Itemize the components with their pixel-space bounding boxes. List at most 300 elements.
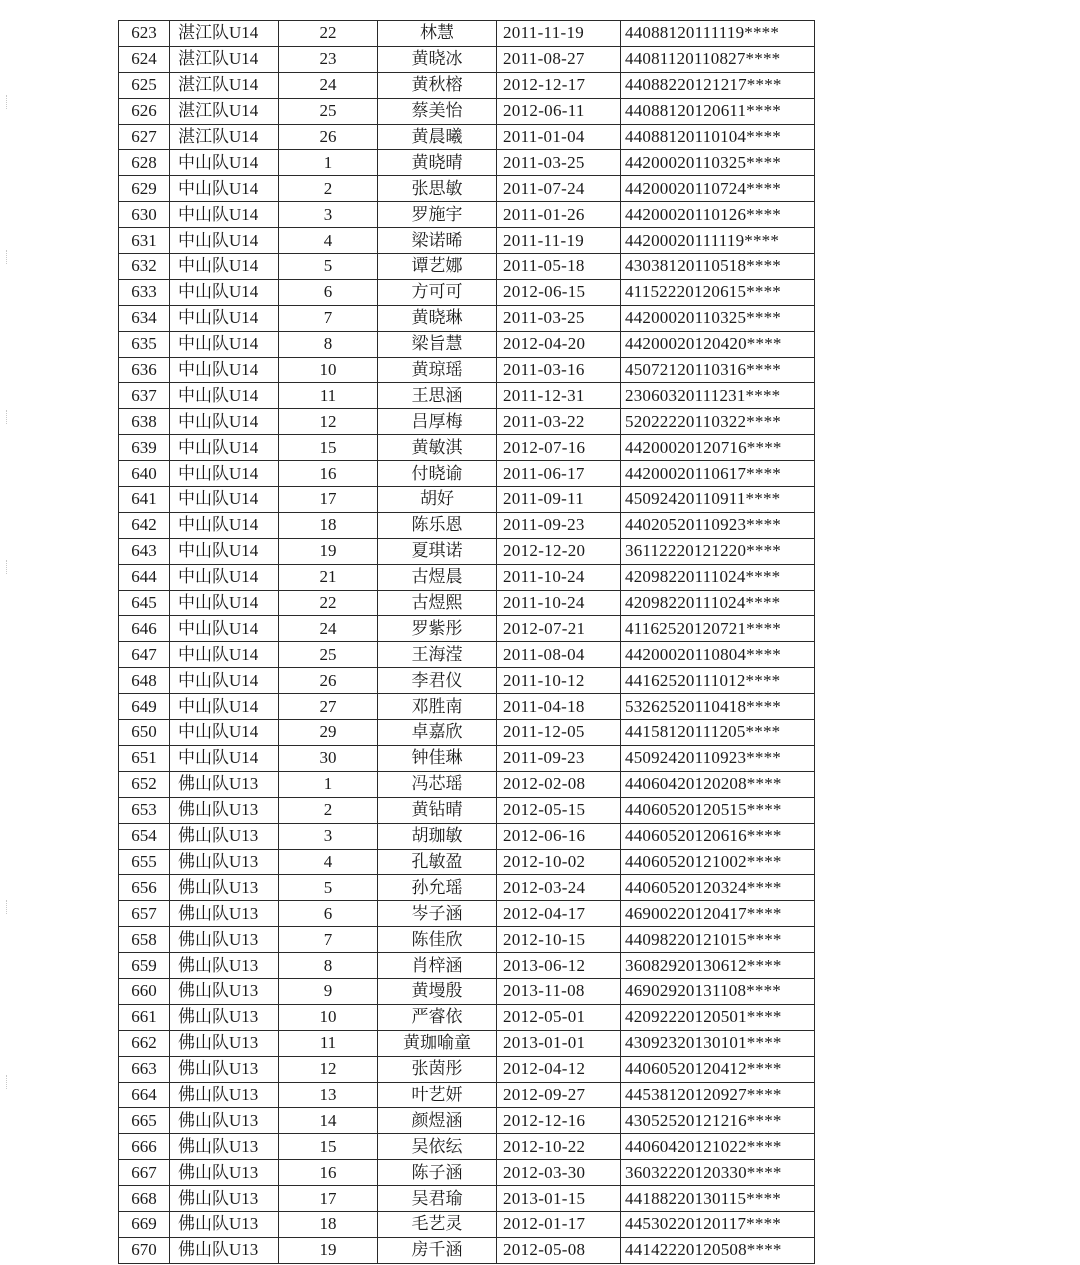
birth-date-cell: 2011-03-16 — [497, 357, 621, 383]
id-number-cell: 44538120120927**** — [621, 1082, 815, 1108]
table-row — [119, 228, 815, 254]
row-index-cell: 645 — [119, 590, 170, 616]
player-name-cell: 黄珈喻童 — [378, 1030, 497, 1056]
player-name-cell: 房千涵 — [378, 1237, 497, 1263]
row-index-cell: 644 — [119, 564, 170, 590]
player-name-cell: 蔡美怡 — [378, 98, 497, 124]
team-name-cell: 中山队U14 — [170, 176, 279, 202]
row-index-cell: 629 — [119, 176, 170, 202]
id-number-cell: 53262520110418**** — [621, 694, 815, 720]
birth-date-cell: 2011-03-25 — [497, 305, 621, 331]
table-row — [119, 461, 815, 487]
birth-date-cell: 2012-06-15 — [497, 279, 621, 305]
birth-date-cell: 2011-10-24 — [497, 590, 621, 616]
id-number-cell: 44060420121022**** — [621, 1134, 815, 1160]
birth-date-cell: 2011-03-22 — [497, 409, 621, 435]
player-name-cell: 夏琪诺 — [378, 538, 497, 564]
id-number-cell: 44200020110325**** — [621, 305, 815, 331]
table-row — [119, 564, 815, 590]
team-name-cell: 中山队U14 — [170, 254, 279, 280]
team-name-cell: 中山队U14 — [170, 538, 279, 564]
jersey-number-cell: 13 — [279, 1082, 378, 1108]
id-number-cell: 44060520120616**** — [621, 823, 815, 849]
player-name-cell: 颜煜涵 — [378, 1108, 497, 1134]
id-number-cell: 23060320111231**** — [621, 383, 815, 409]
team-name-cell: 中山队U14 — [170, 279, 279, 305]
birth-date-cell: 2012-12-20 — [497, 538, 621, 564]
id-number-cell: 45092420110911**** — [621, 487, 815, 513]
id-number-cell: 45092420110923**** — [621, 745, 815, 771]
birth-date-cell: 2011-06-17 — [497, 461, 621, 487]
row-index-cell: 628 — [119, 150, 170, 176]
table-row — [119, 176, 815, 202]
row-index-cell: 637 — [119, 383, 170, 409]
table-row — [119, 745, 815, 771]
player-name-cell: 黄钻晴 — [378, 797, 497, 823]
birth-date-cell: 2011-01-04 — [497, 124, 621, 150]
id-number-cell: 44060520120515**** — [621, 797, 815, 823]
team-name-cell: 佛山队U13 — [170, 953, 279, 979]
table-row — [119, 435, 815, 461]
row-index-cell: 664 — [119, 1082, 170, 1108]
jersey-number-cell: 17 — [279, 1186, 378, 1212]
id-number-cell: 44142220120508**** — [621, 1237, 815, 1263]
birth-date-cell: 2011-12-31 — [497, 383, 621, 409]
table-row — [119, 1211, 815, 1237]
birth-date-cell: 2012-05-15 — [497, 797, 621, 823]
player-name-cell: 吴依纭 — [378, 1134, 497, 1160]
id-number-cell: 43092320130101**** — [621, 1030, 815, 1056]
row-index-cell: 636 — [119, 357, 170, 383]
jersey-number-cell: 18 — [279, 1211, 378, 1237]
birth-date-cell: 2011-09-11 — [497, 487, 621, 513]
player-name-cell: 孔敏盈 — [378, 849, 497, 875]
jersey-number-cell: 5 — [279, 254, 378, 280]
row-index-cell: 635 — [119, 331, 170, 357]
row-index-cell: 627 — [119, 124, 170, 150]
table-row — [119, 46, 815, 72]
team-name-cell: 中山队U14 — [170, 694, 279, 720]
jersey-number-cell: 1 — [279, 150, 378, 176]
birth-date-cell: 2011-09-23 — [497, 512, 621, 538]
player-name-cell: 吴君瑜 — [378, 1186, 497, 1212]
table-row — [119, 797, 815, 823]
player-name-cell: 梁旨慧 — [378, 331, 497, 357]
team-name-cell: 佛山队U13 — [170, 823, 279, 849]
birth-date-cell: 2013-01-01 — [497, 1030, 621, 1056]
id-number-cell: 41152220120615**** — [621, 279, 815, 305]
birth-date-cell: 2012-10-22 — [497, 1134, 621, 1160]
table-row — [119, 21, 815, 47]
table-row — [119, 823, 815, 849]
scan-margin-mark — [6, 1075, 9, 1089]
player-name-cell: 黄敏淇 — [378, 435, 497, 461]
table-row — [119, 953, 815, 979]
player-name-cell: 古煜晨 — [378, 564, 497, 590]
player-name-cell: 李君仪 — [378, 668, 497, 694]
id-number-cell: 44200020110724**** — [621, 176, 815, 202]
jersey-number-cell: 8 — [279, 331, 378, 357]
birth-date-cell: 2013-11-08 — [497, 978, 621, 1004]
id-number-cell: 44162520111012**** — [621, 668, 815, 694]
table-row — [119, 1082, 815, 1108]
jersey-number-cell: 6 — [279, 901, 378, 927]
team-name-cell: 湛江队U14 — [170, 46, 279, 72]
team-name-cell: 佛山队U13 — [170, 901, 279, 927]
row-index-cell: 625 — [119, 72, 170, 98]
table-row — [119, 409, 815, 435]
player-name-cell: 陈子涵 — [378, 1160, 497, 1186]
team-name-cell: 佛山队U13 — [170, 1134, 279, 1160]
player-roster-table — [118, 20, 815, 1264]
id-number-cell: 46902920131108**** — [621, 978, 815, 1004]
player-name-cell: 张思敏 — [378, 176, 497, 202]
row-index-cell: 654 — [119, 823, 170, 849]
player-name-cell: 冯芯瑶 — [378, 771, 497, 797]
jersey-number-cell: 27 — [279, 694, 378, 720]
scan-margin-mark — [6, 410, 9, 424]
jersey-number-cell: 10 — [279, 1004, 378, 1030]
table-row — [119, 1056, 815, 1082]
table-row — [119, 616, 815, 642]
team-name-cell: 中山队U14 — [170, 590, 279, 616]
player-name-cell: 孙允瑶 — [378, 875, 497, 901]
team-name-cell: 湛江队U14 — [170, 124, 279, 150]
row-index-cell: 626 — [119, 98, 170, 124]
table-row — [119, 1004, 815, 1030]
team-name-cell: 中山队U14 — [170, 512, 279, 538]
jersey-number-cell: 11 — [279, 383, 378, 409]
table-row — [119, 978, 815, 1004]
birth-date-cell: 2011-12-05 — [497, 720, 621, 746]
table-row — [119, 279, 815, 305]
jersey-number-cell: 1 — [279, 771, 378, 797]
table-row — [119, 1030, 815, 1056]
jersey-number-cell: 12 — [279, 1056, 378, 1082]
table-row — [119, 927, 815, 953]
table-row — [119, 771, 815, 797]
table-row — [119, 538, 815, 564]
player-name-cell: 黄晓冰 — [378, 46, 497, 72]
team-name-cell: 佛山队U13 — [170, 978, 279, 1004]
player-name-cell: 林慧 — [378, 21, 497, 47]
id-number-cell: 42092220120501**** — [621, 1004, 815, 1030]
jersey-number-cell: 2 — [279, 797, 378, 823]
row-index-cell: 649 — [119, 694, 170, 720]
team-name-cell: 中山队U14 — [170, 383, 279, 409]
jersey-number-cell: 9 — [279, 978, 378, 1004]
table-row — [119, 331, 815, 357]
jersey-number-cell: 19 — [279, 1237, 378, 1263]
id-number-cell: 44088120120611**** — [621, 98, 815, 124]
team-name-cell: 佛山队U13 — [170, 849, 279, 875]
row-index-cell: 660 — [119, 978, 170, 1004]
birth-date-cell: 2011-10-24 — [497, 564, 621, 590]
id-number-cell: 44530220120117**** — [621, 1211, 815, 1237]
table-row — [119, 98, 815, 124]
birth-date-cell: 2013-06-12 — [497, 953, 621, 979]
row-index-cell: 657 — [119, 901, 170, 927]
jersey-number-cell: 4 — [279, 849, 378, 875]
row-index-cell: 663 — [119, 1056, 170, 1082]
row-index-cell: 641 — [119, 487, 170, 513]
jersey-number-cell: 25 — [279, 642, 378, 668]
birth-date-cell: 2011-11-19 — [497, 228, 621, 254]
id-number-cell: 44200020120420**** — [621, 331, 815, 357]
jersey-number-cell: 3 — [279, 823, 378, 849]
player-name-cell: 黄秋榕 — [378, 72, 497, 98]
birth-date-cell: 2011-08-04 — [497, 642, 621, 668]
table-row — [119, 1186, 815, 1212]
team-name-cell: 佛山队U13 — [170, 1211, 279, 1237]
id-number-cell: 44200020110325**** — [621, 150, 815, 176]
player-name-cell: 黄晓晴 — [378, 150, 497, 176]
id-number-cell: 44088220121217**** — [621, 72, 815, 98]
id-number-cell: 44200020120716**** — [621, 435, 815, 461]
id-number-cell: 36112220121220**** — [621, 538, 815, 564]
row-index-cell: 655 — [119, 849, 170, 875]
jersey-number-cell: 26 — [279, 668, 378, 694]
row-index-cell: 661 — [119, 1004, 170, 1030]
team-name-cell: 中山队U14 — [170, 564, 279, 590]
id-number-cell: 46900220120417**** — [621, 901, 815, 927]
id-number-cell: 44060520120412**** — [621, 1056, 815, 1082]
team-name-cell: 中山队U14 — [170, 720, 279, 746]
jersey-number-cell: 7 — [279, 927, 378, 953]
roster-body — [119, 21, 815, 1264]
jersey-number-cell: 15 — [279, 1134, 378, 1160]
team-name-cell: 佛山队U13 — [170, 1030, 279, 1056]
team-name-cell: 中山队U14 — [170, 487, 279, 513]
row-index-cell: 658 — [119, 927, 170, 953]
id-number-cell: 44060520121002**** — [621, 849, 815, 875]
id-number-cell: 44060420120208**** — [621, 771, 815, 797]
id-number-cell: 41162520120721**** — [621, 616, 815, 642]
jersey-number-cell: 19 — [279, 538, 378, 564]
row-index-cell: 669 — [119, 1211, 170, 1237]
table-row — [119, 1134, 815, 1160]
team-name-cell: 中山队U14 — [170, 435, 279, 461]
birth-date-cell: 2011-09-23 — [497, 745, 621, 771]
id-number-cell: 42098220111024**** — [621, 564, 815, 590]
team-name-cell: 佛山队U13 — [170, 1108, 279, 1134]
birth-date-cell: 2012-04-12 — [497, 1056, 621, 1082]
jersey-number-cell: 11 — [279, 1030, 378, 1056]
birth-date-cell: 2012-10-15 — [497, 927, 621, 953]
team-name-cell: 佛山队U13 — [170, 1160, 279, 1186]
player-name-cell: 张茵彤 — [378, 1056, 497, 1082]
row-index-cell: 667 — [119, 1160, 170, 1186]
id-number-cell: 44088120111119**** — [621, 21, 815, 47]
team-name-cell: 中山队U14 — [170, 616, 279, 642]
player-name-cell: 黄琼瑶 — [378, 357, 497, 383]
row-index-cell: 631 — [119, 228, 170, 254]
birth-date-cell: 2012-07-21 — [497, 616, 621, 642]
jersey-number-cell: 30 — [279, 745, 378, 771]
jersey-number-cell: 12 — [279, 409, 378, 435]
table-row — [119, 642, 815, 668]
team-name-cell: 中山队U14 — [170, 305, 279, 331]
birth-date-cell: 2011-11-19 — [497, 21, 621, 47]
row-index-cell: 643 — [119, 538, 170, 564]
row-index-cell: 653 — [119, 797, 170, 823]
id-number-cell: 44200020111119**** — [621, 228, 815, 254]
player-name-cell: 陈佳欣 — [378, 927, 497, 953]
id-number-cell: 44020520110923**** — [621, 512, 815, 538]
player-name-cell: 陈乐恩 — [378, 512, 497, 538]
scan-margin-mark — [6, 250, 9, 264]
birth-date-cell: 2012-01-17 — [497, 1211, 621, 1237]
row-index-cell: 647 — [119, 642, 170, 668]
birth-date-cell: 2012-03-30 — [497, 1160, 621, 1186]
team-name-cell: 湛江队U14 — [170, 72, 279, 98]
birth-date-cell: 2011-10-12 — [497, 668, 621, 694]
row-index-cell: 670 — [119, 1237, 170, 1263]
row-index-cell: 665 — [119, 1108, 170, 1134]
table-row — [119, 305, 815, 331]
jersey-number-cell: 24 — [279, 72, 378, 98]
row-index-cell: 632 — [119, 254, 170, 280]
table-row — [119, 875, 815, 901]
team-name-cell: 佛山队U13 — [170, 1056, 279, 1082]
id-number-cell: 44200020110126**** — [621, 202, 815, 228]
id-number-cell: 44081120110827**** — [621, 46, 815, 72]
row-index-cell: 630 — [119, 202, 170, 228]
row-index-cell: 634 — [119, 305, 170, 331]
scan-margin-mark — [6, 900, 9, 914]
id-number-cell: 44098220121015**** — [621, 927, 815, 953]
player-name-cell: 卓嘉欣 — [378, 720, 497, 746]
birth-date-cell: 2012-02-08 — [497, 771, 621, 797]
table-row — [119, 720, 815, 746]
team-name-cell: 中山队U14 — [170, 202, 279, 228]
table-row — [119, 202, 815, 228]
jersey-number-cell: 25 — [279, 98, 378, 124]
birth-date-cell: 2012-05-01 — [497, 1004, 621, 1030]
player-name-cell: 古煜熙 — [378, 590, 497, 616]
jersey-number-cell: 2 — [279, 176, 378, 202]
row-index-cell: 640 — [119, 461, 170, 487]
player-name-cell: 叶艺妍 — [378, 1082, 497, 1108]
jersey-number-cell: 24 — [279, 616, 378, 642]
table-row — [119, 694, 815, 720]
team-name-cell: 佛山队U13 — [170, 797, 279, 823]
birth-date-cell: 2012-06-16 — [497, 823, 621, 849]
birth-date-cell: 2012-03-24 — [497, 875, 621, 901]
jersey-number-cell: 4 — [279, 228, 378, 254]
id-number-cell: 44200020110617**** — [621, 461, 815, 487]
team-name-cell: 中山队U14 — [170, 668, 279, 694]
scan-margin-mark — [6, 95, 9, 109]
player-name-cell: 王海滢 — [378, 642, 497, 668]
jersey-number-cell: 22 — [279, 21, 378, 47]
id-number-cell: 44200020110804**** — [621, 642, 815, 668]
id-number-cell: 36032220120330**** — [621, 1160, 815, 1186]
team-name-cell: 佛山队U13 — [170, 1004, 279, 1030]
team-name-cell: 中山队U14 — [170, 409, 279, 435]
table-row — [119, 849, 815, 875]
birth-date-cell: 2011-03-25 — [497, 150, 621, 176]
birth-date-cell: 2012-04-20 — [497, 331, 621, 357]
player-name-cell: 王思涵 — [378, 383, 497, 409]
team-name-cell: 佛山队U13 — [170, 875, 279, 901]
id-number-cell: 44188220130115**** — [621, 1186, 815, 1212]
player-name-cell: 肖梓涵 — [378, 953, 497, 979]
player-name-cell: 邓胜南 — [378, 694, 497, 720]
jersey-number-cell: 5 — [279, 875, 378, 901]
birth-date-cell: 2012-10-02 — [497, 849, 621, 875]
jersey-number-cell: 16 — [279, 1160, 378, 1186]
player-name-cell: 毛艺灵 — [378, 1211, 497, 1237]
row-index-cell: 659 — [119, 953, 170, 979]
id-number-cell: 43038120110518**** — [621, 254, 815, 280]
id-number-cell: 52022220110322**** — [621, 409, 815, 435]
id-number-cell: 44088120110104**** — [621, 124, 815, 150]
player-name-cell: 钟佳琳 — [378, 745, 497, 771]
row-index-cell: 652 — [119, 771, 170, 797]
birth-date-cell: 2012-04-17 — [497, 901, 621, 927]
row-index-cell: 639 — [119, 435, 170, 461]
jersey-number-cell: 8 — [279, 953, 378, 979]
jersey-number-cell: 23 — [279, 46, 378, 72]
table-row — [119, 590, 815, 616]
player-name-cell: 黄晓琳 — [378, 305, 497, 331]
team-name-cell: 中山队U14 — [170, 642, 279, 668]
jersey-number-cell: 17 — [279, 487, 378, 513]
player-name-cell: 谭艺娜 — [378, 254, 497, 280]
id-number-cell: 42098220111024**** — [621, 590, 815, 616]
player-name-cell: 黄晨曦 — [378, 124, 497, 150]
row-index-cell: 651 — [119, 745, 170, 771]
id-number-cell: 44158120111205**** — [621, 720, 815, 746]
team-name-cell: 湛江队U14 — [170, 98, 279, 124]
player-name-cell: 方可可 — [378, 279, 497, 305]
player-name-cell: 罗紫彤 — [378, 616, 497, 642]
team-name-cell: 中山队U14 — [170, 357, 279, 383]
birth-date-cell: 2011-07-24 — [497, 176, 621, 202]
birth-date-cell: 2012-07-16 — [497, 435, 621, 461]
row-index-cell: 662 — [119, 1030, 170, 1056]
team-name-cell: 佛山队U13 — [170, 1082, 279, 1108]
player-name-cell: 吕厚梅 — [378, 409, 497, 435]
jersey-number-cell: 18 — [279, 512, 378, 538]
id-number-cell: 36082920130612**** — [621, 953, 815, 979]
birth-date-cell: 2011-04-18 — [497, 694, 621, 720]
birth-date-cell: 2012-06-11 — [497, 98, 621, 124]
id-number-cell: 45072120110316**** — [621, 357, 815, 383]
table-row — [119, 72, 815, 98]
scan-margin-mark — [6, 560, 9, 574]
player-name-cell: 付晓谕 — [378, 461, 497, 487]
birth-date-cell: 2011-05-18 — [497, 254, 621, 280]
team-name-cell: 中山队U14 — [170, 150, 279, 176]
jersey-number-cell: 16 — [279, 461, 378, 487]
birth-date-cell: 2012-12-16 — [497, 1108, 621, 1134]
row-index-cell: 656 — [119, 875, 170, 901]
table-row — [119, 901, 815, 927]
player-name-cell: 黄墁殷 — [378, 978, 497, 1004]
jersey-number-cell: 15 — [279, 435, 378, 461]
table-row — [119, 1237, 815, 1263]
team-name-cell: 佛山队U13 — [170, 771, 279, 797]
team-name-cell: 中山队U14 — [170, 228, 279, 254]
row-index-cell: 668 — [119, 1186, 170, 1212]
jersey-number-cell: 6 — [279, 279, 378, 305]
table-row — [119, 383, 815, 409]
table-row — [119, 1160, 815, 1186]
player-name-cell: 严睿依 — [378, 1004, 497, 1030]
player-name-cell: 胡珈敏 — [378, 823, 497, 849]
